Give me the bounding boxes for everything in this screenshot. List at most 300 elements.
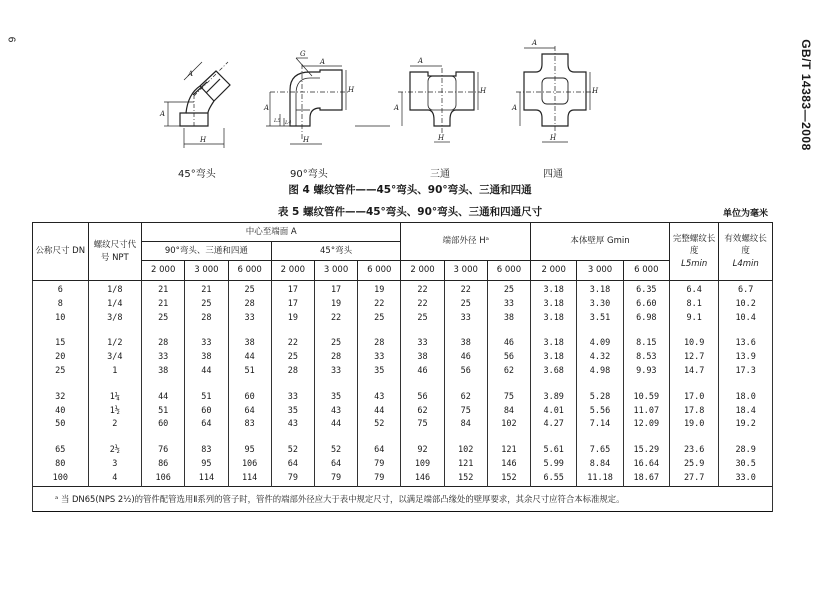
spacer-cell — [401, 325, 444, 337]
cell-l5: 6.4 — [669, 281, 718, 298]
cell-npt: 1/8 — [88, 281, 142, 298]
table-row — [33, 405, 773, 419]
dim-A-45: A — [160, 110, 166, 118]
cell-a90-3000: 38 — [185, 351, 228, 365]
spacer-cell — [531, 432, 577, 444]
cell-a90-6000: 44 — [228, 351, 271, 365]
spacer-row — [33, 432, 773, 444]
cell-l5: 14.7 — [669, 365, 718, 379]
cell-l5: 8.1 — [669, 298, 718, 312]
cell-g-2000: 3.68 — [531, 365, 577, 379]
cell-a45-2000: 33 — [271, 391, 314, 405]
cell-g-6000: 12.09 — [623, 418, 669, 432]
cell-a45-6000: 79 — [358, 458, 401, 472]
standard-code: GB/T 14383—2008 — [799, 39, 814, 151]
table-row — [33, 281, 773, 298]
cell-a90-6000: 95 — [228, 444, 271, 458]
cell-a90-6000: 33 — [228, 312, 271, 326]
cell-a45-3000: 43 — [314, 405, 357, 419]
cell-g-2000: 6.55 — [531, 472, 577, 486]
cell-h-6000: 25 — [487, 281, 530, 298]
cell-a90-3000: 114 — [185, 472, 228, 486]
cell-g-3000: 3.51 — [577, 312, 623, 326]
cell-l5: 12.7 — [669, 351, 718, 365]
cell-l4: 18.0 — [719, 391, 773, 405]
spacer-cell — [185, 379, 228, 391]
cell-a90-2000: 28 — [142, 337, 185, 351]
spacer-cell — [444, 432, 487, 444]
spacer-cell — [88, 432, 142, 444]
cell-h-6000: 146 — [487, 458, 530, 472]
cell-a45-3000: 25 — [314, 337, 357, 351]
cell-l4: 13.6 — [719, 337, 773, 351]
spacer-cell — [358, 325, 401, 337]
header-eff-thread-symbol: L4min — [732, 258, 759, 269]
cell-a90-3000: 33 — [185, 337, 228, 351]
cell-dn: 100 — [33, 472, 89, 486]
spacer-cell — [577, 325, 623, 337]
cell-g-2000: 4.01 — [531, 405, 577, 419]
cell-dn: 8 — [33, 298, 89, 312]
spacer-cell — [33, 325, 89, 337]
cell-g-6000: 11.07 — [623, 405, 669, 419]
cell-a45-2000: 19 — [271, 312, 314, 326]
cell-npt: 1/2 — [88, 337, 142, 351]
class-header-g-0: 2 000 — [531, 261, 577, 281]
cell-g-3000: 5.56 — [577, 405, 623, 419]
elbow-45-drawing — [164, 62, 230, 148]
cell-l5: 17.8 — [669, 405, 718, 419]
cell-g-2000: 4.27 — [531, 418, 577, 432]
cell-l4: 28.9 — [719, 444, 773, 458]
cell-h-3000: 38 — [444, 337, 487, 351]
cell-dn: 32 — [33, 391, 89, 405]
header-wall-thickness: 本体壁厚 Gmin — [531, 223, 670, 261]
cell-a90-3000: 51 — [185, 391, 228, 405]
cell-a45-3000: 17 — [314, 281, 357, 298]
cell-a90-3000: 95 — [185, 458, 228, 472]
cell-h-6000: 84 — [487, 405, 530, 419]
cell-h-3000: 62 — [444, 391, 487, 405]
cell-h-3000: 46 — [444, 351, 487, 365]
spacer-cell — [314, 432, 357, 444]
cell-a90-2000: 86 — [142, 458, 185, 472]
spacer-cell — [142, 325, 185, 337]
cell-a45-6000: 19 — [358, 281, 401, 298]
header-group-90: 90°弯头、三通和四通 — [142, 242, 272, 261]
cell-g-6000: 6.98 — [623, 312, 669, 326]
spacer-cell — [719, 325, 773, 337]
cell-a90-2000: 25 — [142, 312, 185, 326]
table-row — [33, 298, 773, 312]
spacer-cell — [487, 432, 530, 444]
cell-dn: 10 — [33, 312, 89, 326]
spacer-cell — [33, 379, 89, 391]
cell-a90-6000: 64 — [228, 405, 271, 419]
cell-a90-6000: 25 — [228, 281, 271, 298]
cell-npt: 1½ — [88, 405, 142, 419]
cell-h-2000: 25 — [401, 312, 444, 326]
svg-text:A: A — [532, 39, 538, 47]
cell-a90-2000: 76 — [142, 444, 185, 458]
cross-drawing — [516, 46, 594, 142]
svg-text:H: H — [592, 87, 599, 95]
table-row — [33, 351, 773, 365]
cell-g-2000: 3.89 — [531, 391, 577, 405]
cell-g-6000: 16.64 — [623, 458, 669, 472]
header-center-to-end: 中心至端面 A — [142, 223, 401, 242]
cell-h-3000: 84 — [444, 418, 487, 432]
cell-a45-2000: 22 — [271, 337, 314, 351]
cell-l5: 23.6 — [669, 444, 718, 458]
cell-g-3000: 5.28 — [577, 391, 623, 405]
cell-a90-2000: 21 — [142, 298, 185, 312]
cell-l5: 19.0 — [669, 418, 718, 432]
tee-drawing — [398, 66, 480, 142]
cell-a90-3000: 60 — [185, 405, 228, 419]
spacer-cell — [577, 432, 623, 444]
spacer-cell — [487, 379, 530, 391]
cell-dn: 6 — [33, 281, 89, 298]
spacer-cell — [444, 379, 487, 391]
cell-l4: 6.7 — [719, 281, 773, 298]
cell-npt: 3 — [88, 458, 142, 472]
cell-g-2000: 3.18 — [531, 298, 577, 312]
cell-h-6000: 121 — [487, 444, 530, 458]
cell-g-6000: 10.59 — [623, 391, 669, 405]
cell-npt: 2 — [88, 418, 142, 432]
cell-h-2000: 56 — [401, 391, 444, 405]
cell-npt: 4 — [88, 472, 142, 486]
cell-g-2000: 5.99 — [531, 458, 577, 472]
spacer-cell — [531, 379, 577, 391]
cell-a45-2000: 35 — [271, 405, 314, 419]
cell-h-2000: 22 — [401, 298, 444, 312]
cell-h-2000: 75 — [401, 418, 444, 432]
spacer-cell — [358, 379, 401, 391]
class-header-a90-2: 6 000 — [228, 261, 271, 281]
figure-caption: 图 4 螺纹管件——45°弯头、90°弯头、三通和四通 — [288, 184, 532, 196]
cell-g-2000: 3.18 — [531, 351, 577, 365]
table-caption: 表 5 螺纹管件——45°弯头、90°弯头、三通和四通尺寸 — [277, 206, 543, 218]
cell-dn: 65 — [33, 444, 89, 458]
table-body — [33, 281, 773, 512]
cell-h-3000: 75 — [444, 405, 487, 419]
cell-a90-3000: 44 — [185, 365, 228, 379]
spacer-cell — [228, 379, 271, 391]
spacer-cell — [623, 432, 669, 444]
cell-a90-3000: 28 — [185, 312, 228, 326]
spacer-cell — [401, 379, 444, 391]
spacer-cell — [142, 432, 185, 444]
cell-l4: 18.4 — [719, 405, 773, 419]
dimensions-table — [32, 222, 773, 512]
cell-a45-3000: 52 — [314, 444, 357, 458]
dim-A-45-top: A — [188, 70, 194, 78]
cell-h-2000: 46 — [401, 365, 444, 379]
svg-text:L4: L4 — [285, 120, 292, 126]
table-row — [33, 444, 773, 458]
table-row — [33, 312, 773, 326]
cell-h-6000: 33 — [487, 298, 530, 312]
svg-text:H: H — [480, 87, 487, 95]
dim-G: G — [300, 50, 306, 58]
cell-dn: 25 — [33, 365, 89, 379]
header-dn: 公称尺寸 DN — [33, 223, 89, 281]
cell-l4: 30.5 — [719, 458, 773, 472]
spacer-cell — [314, 325, 357, 337]
cell-npt: 2½ — [88, 444, 142, 458]
cell-l4: 19.2 — [719, 418, 773, 432]
page-number: 6 — [5, 36, 17, 43]
cell-l4: 10.2 — [719, 298, 773, 312]
class-header-row — [33, 261, 773, 281]
cell-h-2000: 38 — [401, 351, 444, 365]
cell-npt: 1 — [88, 365, 142, 379]
cell-a45-6000: 25 — [358, 312, 401, 326]
cell-g-2000: 3.18 — [531, 337, 577, 351]
cell-a90-6000: 106 — [228, 458, 271, 472]
cell-h-3000: 152 — [444, 472, 487, 486]
header-eff-thread — [719, 223, 773, 281]
svg-text:H: H — [550, 134, 557, 142]
cell-g-3000: 4.09 — [577, 337, 623, 351]
spacer-row — [33, 325, 773, 337]
table-row — [33, 458, 773, 472]
cell-a45-2000: 17 — [271, 298, 314, 312]
cell-g-3000: 3.30 — [577, 298, 623, 312]
cell-npt: 1/4 — [88, 298, 142, 312]
cell-a90-2000: 106 — [142, 472, 185, 486]
cell-a45-3000: 35 — [314, 391, 357, 405]
spacer-cell — [314, 379, 357, 391]
class-header-a45-1: 3 000 — [314, 261, 357, 281]
cell-a45-2000: 79 — [271, 472, 314, 486]
spacer-cell — [88, 325, 142, 337]
cell-a45-3000: 28 — [314, 351, 357, 365]
cell-a90-2000: 21 — [142, 281, 185, 298]
cell-a90-6000: 83 — [228, 418, 271, 432]
spacer-cell — [142, 379, 185, 391]
svg-text:H: H — [348, 86, 355, 94]
cell-h-6000: 56 — [487, 351, 530, 365]
cell-h-6000: 75 — [487, 391, 530, 405]
cell-l5: 17.0 — [669, 391, 718, 405]
cell-a45-3000: 64 — [314, 458, 357, 472]
cell-h-6000: 38 — [487, 312, 530, 326]
fittings-diagram — [150, 30, 650, 180]
cell-h-2000: 109 — [401, 458, 444, 472]
cell-a90-3000: 64 — [185, 418, 228, 432]
cell-g-6000: 8.53 — [623, 351, 669, 365]
class-header-h-2: 6 000 — [487, 261, 530, 281]
cell-l5: 9.1 — [669, 312, 718, 326]
footnote-row — [33, 486, 773, 511]
spacer-cell — [531, 325, 577, 337]
spacer-cell — [185, 325, 228, 337]
header-group-45: 45°弯头 — [271, 242, 401, 261]
cell-g-3000: 7.65 — [577, 444, 623, 458]
cell-h-6000: 62 — [487, 365, 530, 379]
cell-a90-6000: 51 — [228, 365, 271, 379]
cell-dn: 15 — [33, 337, 89, 351]
cell-dn: 40 — [33, 405, 89, 419]
cell-l5: 25.9 — [669, 458, 718, 472]
cell-a45-6000: 64 — [358, 444, 401, 458]
cell-g-6000: 9.93 — [623, 365, 669, 379]
cell-g-2000: 5.61 — [531, 444, 577, 458]
cell-h-3000: 102 — [444, 444, 487, 458]
spacer-row — [33, 379, 773, 391]
cell-g-3000: 7.14 — [577, 418, 623, 432]
table-row — [33, 337, 773, 351]
svg-text:A: A — [264, 104, 270, 112]
cell-a45-2000: 25 — [271, 351, 314, 365]
spacer-cell — [228, 325, 271, 337]
class-header-a90-0: 2 000 — [142, 261, 185, 281]
cell-h-2000: 33 — [401, 337, 444, 351]
cell-g-6000: 15.29 — [623, 444, 669, 458]
cell-a45-3000: 22 — [314, 312, 357, 326]
class-header-h-0: 2 000 — [401, 261, 444, 281]
spacer-cell — [623, 325, 669, 337]
spacer-cell — [669, 379, 718, 391]
header-full-thread-symbol: L5min — [681, 258, 708, 269]
spacer-cell — [401, 432, 444, 444]
cell-a45-6000: 35 — [358, 365, 401, 379]
cell-npt: 3/4 — [88, 351, 142, 365]
cell-a90-6000: 60 — [228, 391, 271, 405]
spacer-cell — [487, 325, 530, 337]
cell-l5: 27.7 — [669, 472, 718, 486]
header-end-od: 端部外径 Hᵃ — [401, 223, 531, 261]
spacer-cell — [669, 432, 718, 444]
spacer-cell — [228, 432, 271, 444]
table-row — [33, 472, 773, 486]
cell-dn: 50 — [33, 418, 89, 432]
cell-h-3000: 56 — [444, 365, 487, 379]
cell-g-2000: 3.18 — [531, 281, 577, 298]
cell-l4: 13.9 — [719, 351, 773, 365]
cell-npt: 1¼ — [88, 391, 142, 405]
cell-h-3000: 22 — [444, 281, 487, 298]
svg-text:L5: L5 — [274, 118, 281, 124]
cell-a90-6000: 114 — [228, 472, 271, 486]
cell-g-6000: 18.67 — [623, 472, 669, 486]
cell-a45-3000: 44 — [314, 418, 357, 432]
cell-npt: 3/8 — [88, 312, 142, 326]
unit-note: 单位为毫米 — [722, 209, 768, 219]
dim-H-45: H — [200, 136, 207, 144]
spacer-cell — [358, 432, 401, 444]
cell-a45-2000: 52 — [271, 444, 314, 458]
cell-g-6000: 6.35 — [623, 281, 669, 298]
label-cross: 四通 — [543, 169, 563, 180]
cell-a90-2000: 60 — [142, 418, 185, 432]
cell-a90-3000: 83 — [185, 444, 228, 458]
dim-A-90: A — [320, 58, 326, 66]
cell-g-3000: 4.98 — [577, 365, 623, 379]
spacer-cell — [719, 379, 773, 391]
cell-a45-6000: 33 — [358, 351, 401, 365]
class-header-a45-2: 6 000 — [358, 261, 401, 281]
svg-text:A: A — [512, 104, 518, 112]
cell-a45-6000: 52 — [358, 418, 401, 432]
cell-a45-3000: 79 — [314, 472, 357, 486]
cell-h-6000: 152 — [487, 472, 530, 486]
spacer-cell — [185, 432, 228, 444]
class-header-a90-1: 3 000 — [185, 261, 228, 281]
spacer-cell — [271, 325, 314, 337]
table-row — [33, 391, 773, 405]
cell-h-3000: 121 — [444, 458, 487, 472]
svg-text:H: H — [438, 134, 445, 142]
cell-a45-6000: 28 — [358, 337, 401, 351]
footnote: ᵃ 当 DN65(NPS 2½)的管件配管选用Ⅱ系列的管子时，管件的端部外径应大于表中规定尺寸，以满足端部凸缘处的壁厚要求，其余尺寸应符合本标准规定。 — [33, 486, 773, 511]
label-tee: 三通 — [430, 169, 450, 180]
table-row — [33, 418, 773, 432]
cell-h-2000: 22 — [401, 281, 444, 298]
cell-h-3000: 25 — [444, 298, 487, 312]
spacer-cell — [669, 325, 718, 337]
cell-g-3000: 11.18 — [577, 472, 623, 486]
spacer-cell — [88, 379, 142, 391]
cell-a45-2000: 43 — [271, 418, 314, 432]
cell-h-6000: 102 — [487, 418, 530, 432]
spacer-cell — [444, 325, 487, 337]
label-elbow-45: 45°弯头 — [178, 169, 216, 180]
table-row — [33, 365, 773, 379]
header-full-thread-label: 完整螺纹长度 — [672, 234, 716, 257]
class-header-g-2: 6 000 — [623, 261, 669, 281]
spacer-cell — [577, 379, 623, 391]
cell-l4: 17.3 — [719, 365, 773, 379]
label-elbow-90: 90°弯头 — [290, 169, 328, 180]
cell-g-6000: 8.15 — [623, 337, 669, 351]
elbow-90-drawing — [266, 58, 390, 144]
cell-h-2000: 92 — [401, 444, 444, 458]
header-npt: 螺纹尺寸代号 NPT — [88, 223, 142, 281]
cell-g-3000: 8.84 — [577, 458, 623, 472]
spacer-cell — [719, 432, 773, 444]
header-eff-thread-label: 有效螺纹长度 — [724, 234, 767, 257]
spacer-cell — [271, 379, 314, 391]
cell-l5: 10.9 — [669, 337, 718, 351]
spacer-cell — [33, 432, 89, 444]
cell-h-3000: 33 — [444, 312, 487, 326]
cell-a90-2000: 51 — [142, 405, 185, 419]
cell-a90-3000: 21 — [185, 281, 228, 298]
cell-h-6000: 46 — [487, 337, 530, 351]
cell-a45-2000: 17 — [271, 281, 314, 298]
cell-h-2000: 146 — [401, 472, 444, 486]
cell-a90-2000: 33 — [142, 351, 185, 365]
class-header-h-1: 3 000 — [444, 261, 487, 281]
spacer-cell — [623, 379, 669, 391]
cell-a45-6000: 22 — [358, 298, 401, 312]
cell-g-3000: 3.18 — [577, 281, 623, 298]
cell-a90-2000: 38 — [142, 365, 185, 379]
spacer-cell — [271, 432, 314, 444]
cell-dn: 80 — [33, 458, 89, 472]
class-header-g-1: 3 000 — [577, 261, 623, 281]
cell-a45-6000: 43 — [358, 391, 401, 405]
cell-a90-6000: 28 — [228, 298, 271, 312]
class-header-a45-0: 2 000 — [271, 261, 314, 281]
cell-a90-2000: 44 — [142, 391, 185, 405]
cell-a45-3000: 19 — [314, 298, 357, 312]
cell-l4: 10.4 — [719, 312, 773, 326]
